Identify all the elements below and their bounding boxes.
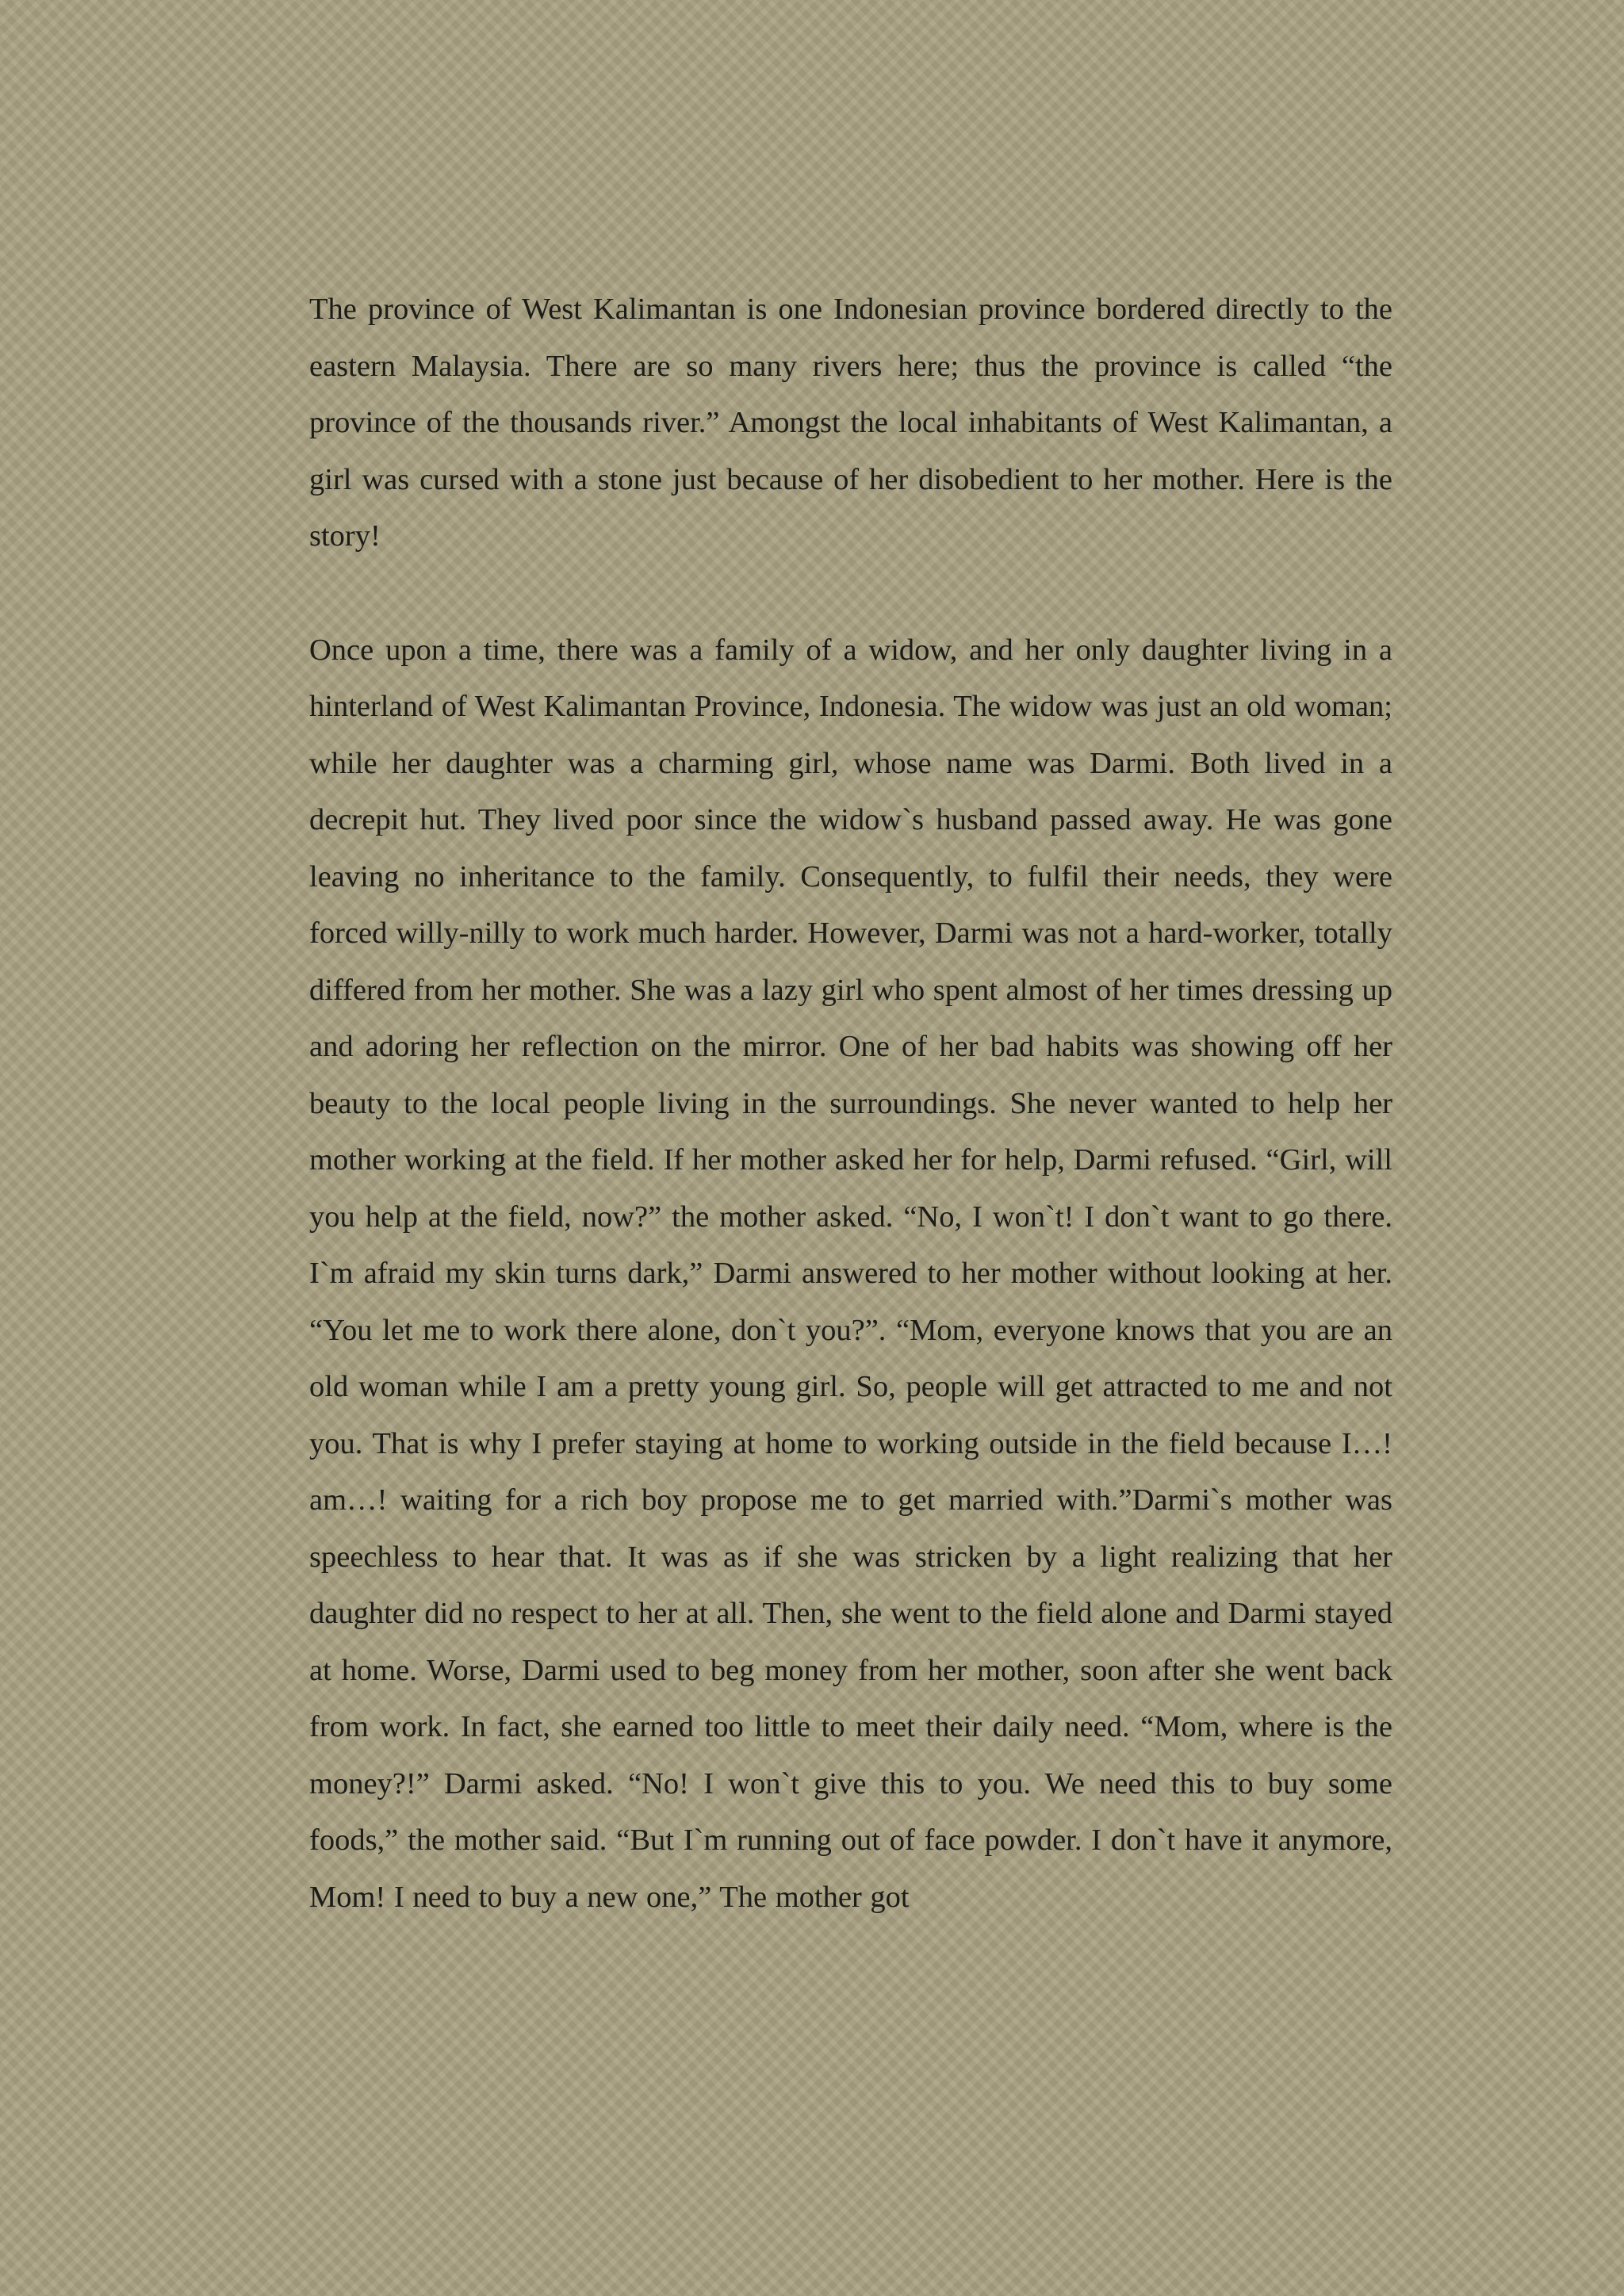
paragraph-intro: The province of West Kalimantan is one Indonesian province bordered directly to the eastern Malaysia. There are so many rivers here; thus the province is called “the province of the thousands river.” Amongst the local inhabitants of West Kalimantan, a girl was cursed with a stone just because of her disobedient to her mother. Here is the story! (309, 293, 1392, 553)
paragraph-story: Once upon a time, there was a family of a widow, and her only daughter living in a hinterland of West Kalimantan Province, Indonesia. The widow was just an old woman; while her daughter was a charming girl, whose name was Darmi. Both lived in a decrepit hut. They lived poor since the widow`s husband passed away. He was gone leaving no inheritance to the family. Consequently, to fulfil their needs, they were forced willy-nilly to work much harder. However, Darmi was not a hard-worker, totally differed from her mother. She was a lazy girl who spent almost of her times dressing up and adoring her reflection on the mirror. One of her bad habits was showing off her beauty to the local people living in the surroundings. She never wanted to help her mother working at the field. If her mother asked her for help, Darmi refused. “Girl, will you help at the field, now?” the mother asked. “No, I won`t! I don`t want to go there. I`m afraid my skin turns dark,” Darmi answered to her mother without looking at her. “You let me to work there alone, don`t you?”. “Mom, everyone knows that you are an old woman while I am a pretty young girl. So, people will get attracted to me and not you. That is why I prefer staying at home to working outside in the field because I…! am…! waiting for a rich boy propose me to get married with.”Darmi`s mother was speechless to hear that. It was as if she was stricken by a light realizing that her daughter did no respect to her at all. Then, she went to the field alone and Darmi stayed at home. Worse, Darmi used to beg money from her mother, soon after she went back from work. In fact, she earned too little to meet their daily need. “Mom, where is the money?!” Darmi asked. “No! I won`t give this to you. We need this to buy some foods,” the mother said. “But I`m running out of face powder. I don`t have it anymore, Mom! I need to buy a new one,” The mother got (309, 633, 1392, 1914)
document-body (309, 281, 1392, 1926)
